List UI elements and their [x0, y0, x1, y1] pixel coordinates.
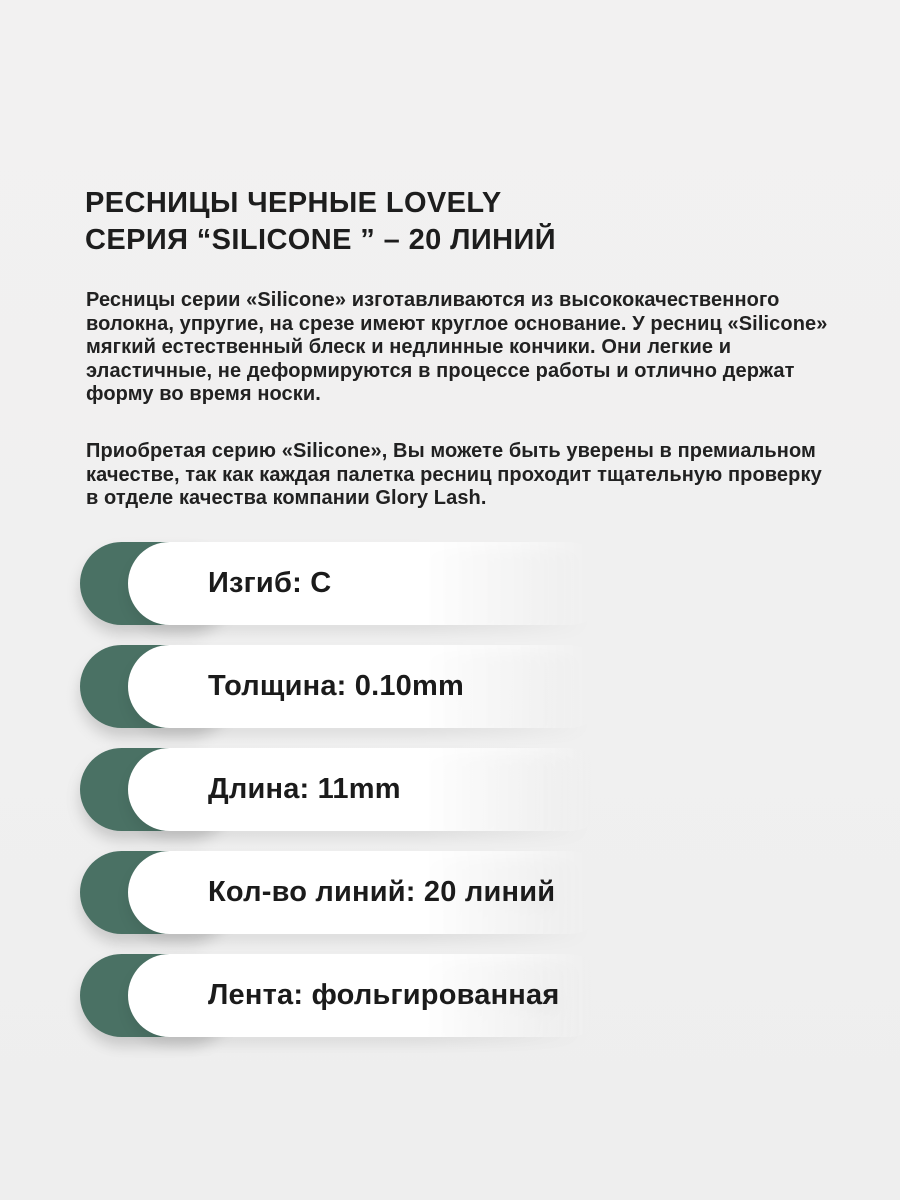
- pill-body: [128, 542, 610, 625]
- spec-pill-length: [80, 748, 840, 831]
- spec-label-thickness: Толщина: 0.10mm: [208, 670, 464, 702]
- spec-label-line-count: Кол-во линий: 20 линий: [208, 876, 556, 908]
- pill-body: [128, 748, 610, 831]
- description-paragraph-1: Ресницы серии «Silicone» изготавливаются из высококачественного волокна, упругие, на срезе имеют круглое основание. У ресниц «Silicone» мягкий естественный блеск и недлинные кончики. Они легкие и эластичные, не деформируются в процессе работы и отлично держат форму во время носки.: [86, 289, 828, 405]
- product-title-line1: РЕСНИЦЫ ЧЕРНЫЕ LOVELY: [85, 187, 502, 220]
- spec-pill-curl: [80, 542, 840, 625]
- spec-label-tape: Лента: фольгированная: [208, 979, 560, 1011]
- spec-pill-list: [80, 542, 840, 1037]
- spec-label-curl: Изгиб: C: [208, 567, 332, 599]
- product-title: [85, 185, 556, 259]
- pill-body: [128, 645, 610, 728]
- spec-pill-thickness: [80, 645, 840, 728]
- spec-pill-tape: [80, 954, 840, 1037]
- product-title-line2: СЕРИЯ “SILICONE ” – 20 ЛИНИЙ: [85, 224, 556, 257]
- description-paragraph-2: Приобретая серию «Silicone», Вы можете быть уверены в премиальном качестве, так как каждая палетка ресниц проходит тщательную проверку в отделе качества компании Glory Lash.: [86, 440, 822, 509]
- pill-body: [128, 954, 610, 1037]
- pill-body: [128, 851, 610, 934]
- spec-label-length: Длина: 11mm: [208, 773, 401, 805]
- spec-pill-line-count: [80, 851, 840, 934]
